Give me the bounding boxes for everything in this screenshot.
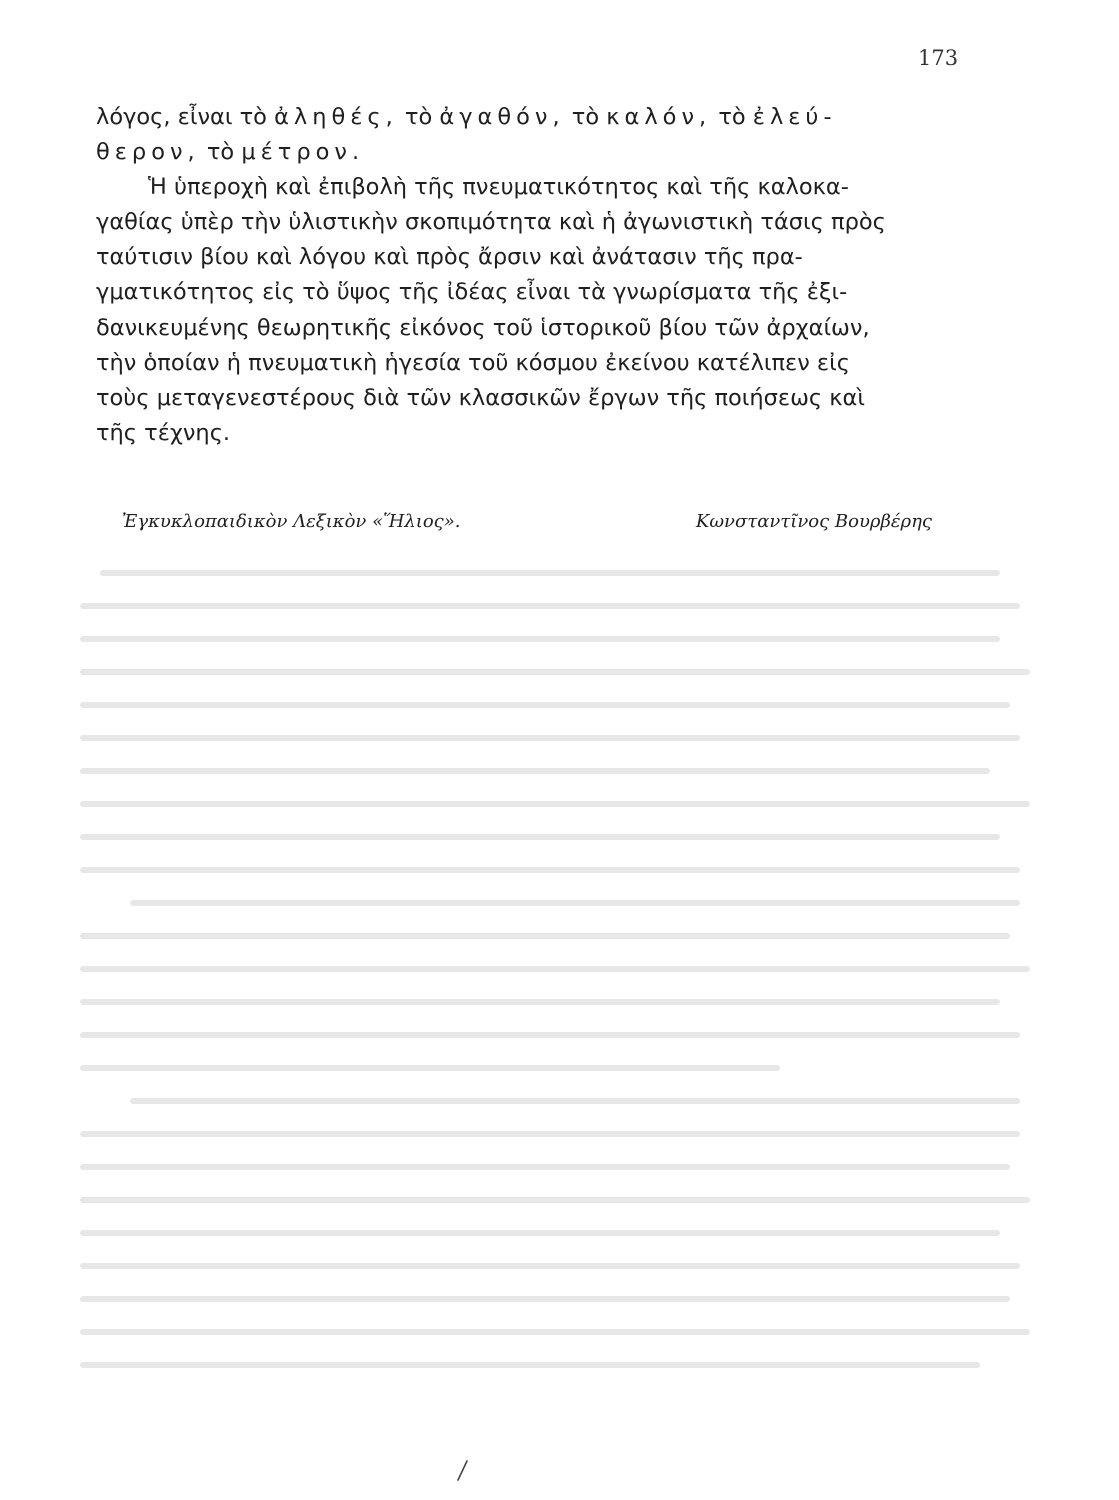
spaced-word: θερον, — [96, 139, 200, 166]
spaced-word: ἀληθές, — [274, 104, 398, 130]
attribution — [122, 511, 932, 532]
paragraph-2-line: τοὺς μεταγενεστέρους διὰ τῶν κλασσικῶν ἔργων τῆς ποιήσεως καὶ — [96, 384, 865, 411]
text-run: τὸ — [711, 104, 753, 130]
paragraph-2-line: δανικευμένης θεωρητικῆς εἰκόνος τοῦ ἱστορικοῦ βίου τῶν ἀρχαίων, — [96, 314, 870, 341]
spaced-word: μέτρον. — [241, 139, 365, 166]
paragraph-1-line-1 — [96, 100, 966, 135]
text-run: τὸ — [564, 104, 607, 130]
spaced-word: ἐλεύ- — [752, 104, 837, 130]
author-name: Κωνσταντῖνος Βουρβέρης — [695, 511, 932, 532]
source-citation: Ἐγκυκλοπαιδικὸν Λεξικὸν «Ἥλιος». — [122, 511, 461, 532]
paragraph-2-line: γαθίας ὑπὲρ τὴν ὑλιστικὴν σκοπιμότητα καὶ ἡ ἀγωνιστικὴ τάσις πρὸς — [96, 209, 886, 236]
spaced-word: καλόν, — [606, 104, 712, 130]
text-run: τὸ — [199, 139, 242, 166]
pen-mark — [455, 1460, 469, 1482]
paragraph-2-line: γματικότητος εἰς τὸ ὕψος τῆς ἰδέας εἶναι τὰ γνωρίσματα τῆς ἐξι- — [96, 279, 848, 306]
page-number: 173 — [918, 46, 959, 70]
bleed-through-texture — [40, 560, 1080, 1410]
paragraph-2-line: τῆς τέχνης. — [96, 419, 231, 446]
main-text — [96, 100, 966, 451]
spaced-word: ἀγαθόν, — [439, 104, 565, 130]
paragraph-2-line: ταύτισιν βίου καὶ λόγου καὶ πρὸς ἄρσιν καὶ ἀνάτασιν τῆς πρα- — [96, 244, 803, 271]
text-run: λόγος, εἶναι τὸ — [96, 104, 275, 130]
paragraph-2-line: τὴν ὁποίαν ἡ πνευματικὴ ἡγεσία τοῦ κόσμου ἐκείνου κατέλιπεν εἰς — [96, 349, 850, 376]
paragraph-1-line-2 — [96, 135, 966, 170]
bleed-through-lines — [40, 560, 1080, 1410]
text-run: τὸ — [397, 104, 440, 130]
paragraph-2-line: Ἡ ὑπεροχὴ καὶ ἐπιβολὴ τῆς πνευματικότητος καὶ τῆς καλοκα- — [148, 174, 849, 201]
